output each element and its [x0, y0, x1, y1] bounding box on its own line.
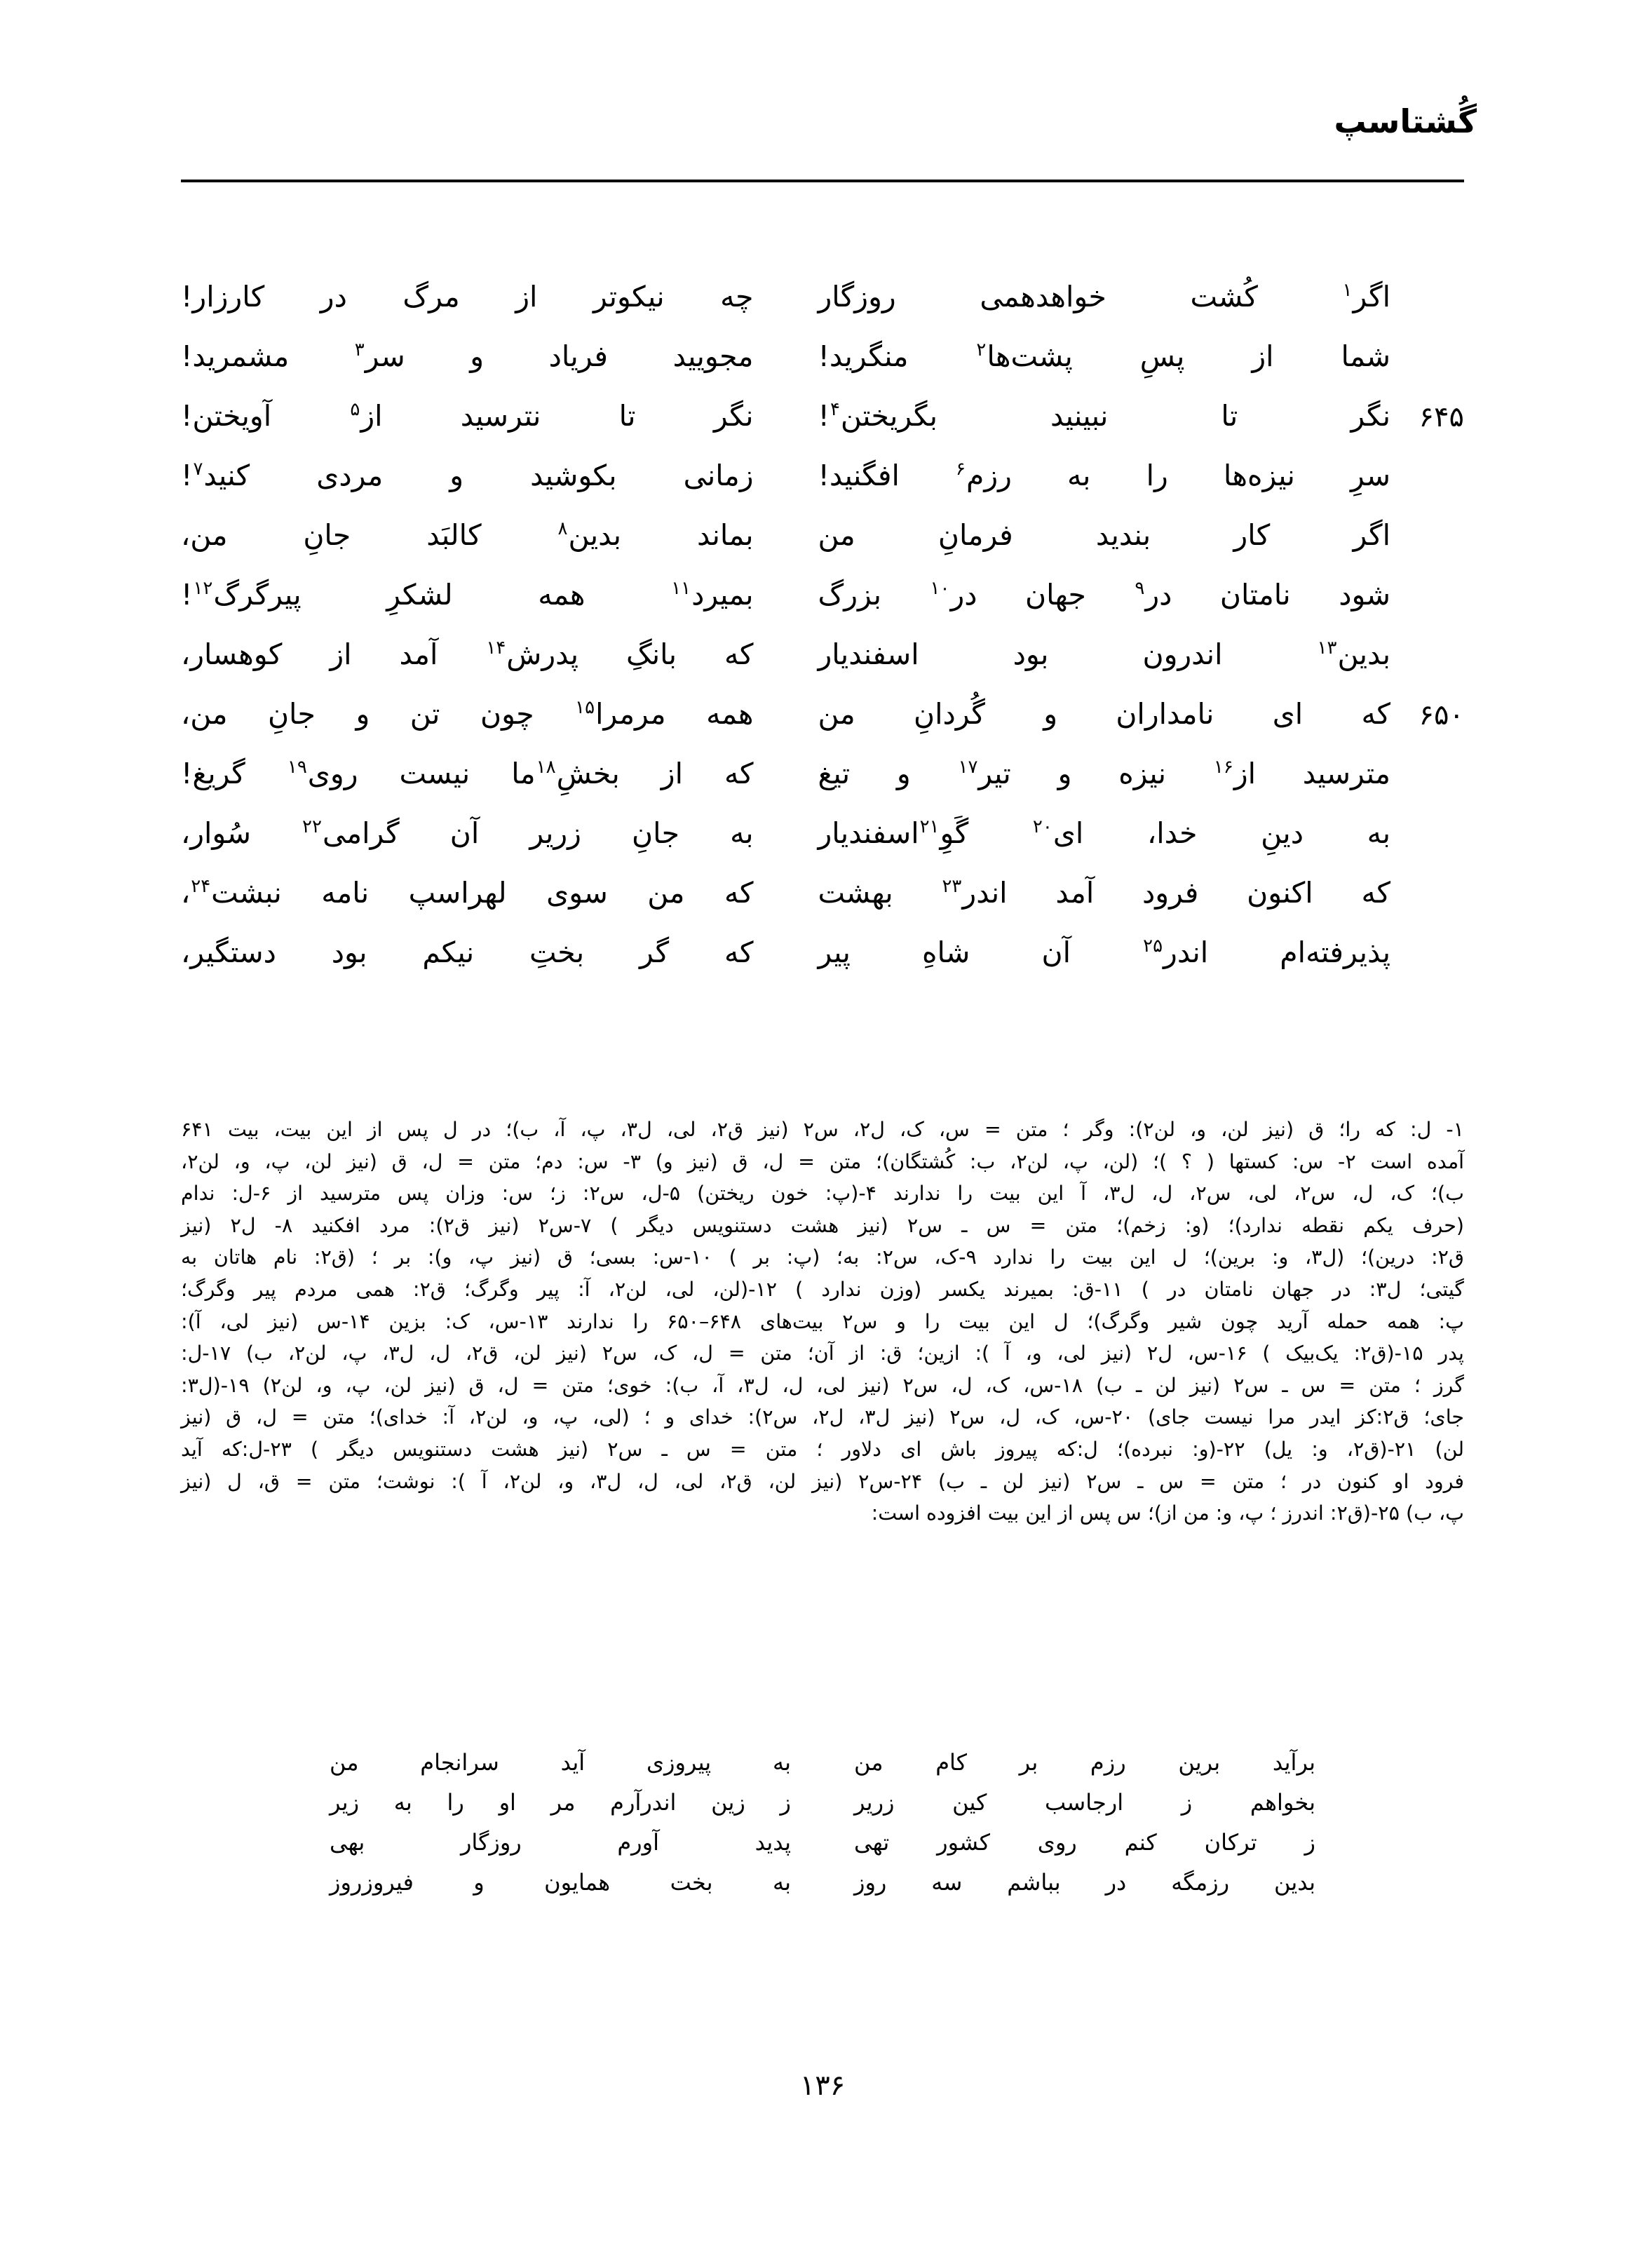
verse-line: [181, 339, 1464, 398]
quoted-hemistich-second: به بخت همایون و فیروزروز: [330, 1869, 791, 1896]
hemistich-first: به دینِ خدا، ای$^{۲۰}$ گَوِ$^{۲۱}$اسفندیار: [818, 816, 1391, 850]
apparatus-line: پدر ۱۵-(ق۲: یک‌بیک ) ۱۶-س، ل۲ (نیز لی، و، آ ): ازین؛ ق: از آن؛ متن = ل، ک، س۲ (نیز لن، ق۲، ل، ل۳، پ، لن۲، ب) ۱۷-ل:: [181, 1342, 1464, 1365]
apparatus-line: لن) ۲۱-(ق۲، و: یل) ۲۲-(و: نبرده)؛ ل:که پیروز باش ای دلاور ؛ متن = س ـ س۲ (نیز هشت دستنویس دیگر ) ۲۳-ل:که آید: [181, 1437, 1465, 1461]
verse-number: [1390, 816, 1464, 820]
apparatus-line: ۱- ل: که را؛ ق (نیز لن، و، لن۲): وگر ؛ متن = س، ک، ل۲، س۲ (نیز ق۲، لی، ل۳، پ، آ، ب)؛ در ل پس از این بیت، بیت ۶۴۱: [181, 1118, 1464, 1141]
footnote-marker: ۲۲: [302, 816, 322, 838]
quoted-verse-block: [330, 1751, 1315, 1911]
footnote-marker: ۱۹: [287, 757, 307, 778]
hemistich-second: بمیرد$^{۱۱}$ همه لشکرِ پیرگرگ$^{۱۲}$!: [181, 578, 754, 612]
hemistich-second: به جانِ زریر آن گرامی$^{۲۲}$ سُوار،: [181, 816, 754, 850]
running-head-container: [168, 102, 1477, 140]
footnote-marker: ۵: [350, 399, 360, 421]
hemistich-second: که من سوی لهراسپ نامه نبشت$^{۲۴}$،: [181, 876, 754, 910]
footnote-marker: ۴: [830, 399, 840, 421]
hemistich-second: که گر بختِ نیکم بود دستگیر،: [181, 936, 754, 969]
footnote-marker: ۱۳: [1317, 637, 1337, 659]
verse-number: ۶۴۵: [1419, 401, 1464, 433]
verse-line: [181, 279, 1464, 339]
verse-line: [181, 875, 1464, 935]
footnote-marker: ۳: [354, 339, 365, 361]
hemistich-second: زمانی بکوشید و مردی کنید$^۷$!: [181, 459, 754, 492]
footnote-marker: ۱۸: [536, 757, 556, 778]
apparatus-line: پ: همه حمله آرید چون شیر وگرگ)؛ ل این بیت را و س۲ بیت‌های ۶۴۸–۶۵۰ را ندارند ۱۳-س، ک: بزین ۱۴-س (نیز لی، آ):: [181, 1309, 1464, 1333]
footnote-marker: ۱۱: [671, 578, 691, 600]
verse-number: ۶۵۰: [1419, 699, 1464, 731]
hemistich-second: بماند بدین$^۸$ کالبَد جانِ من،: [181, 518, 754, 552]
hemistich-second: مجویید فریاد و سر$^۳$ مشمرید!: [181, 339, 754, 373]
verse-line: [181, 756, 1464, 816]
verse-line: [181, 696, 1464, 756]
verse-line: [181, 518, 1464, 577]
verse-block: [181, 279, 1464, 994]
hemistich-first: شود نامتان در$^۹$ جهان در$^{۱۰}$ بزرگ: [818, 578, 1390, 612]
verse-line: [181, 816, 1464, 875]
quoted-verse-line: [330, 1871, 1315, 1911]
apparatus-line: ب)؛ ک، ل، س۲، لی، س۲، ل، ل۳، آ این بیت را ندارند ۴-(پ: خون ریختن) ۵-ل، س۲: ز؛ س: وزان پس مترسید از ۶-ل: ندام: [181, 1182, 1464, 1206]
hemistich-first: که اکنون فرود آمد اندر$^{۲۳}$ بهشت: [818, 876, 1390, 910]
footnote-marker: ۶: [955, 459, 966, 480]
footnote-marker: ۸: [557, 518, 568, 540]
verse-number: [1390, 756, 1464, 760]
verse-number: [1390, 577, 1464, 581]
footnote-marker: ۱۴: [486, 637, 506, 659]
quoted-verse-line: [330, 1831, 1315, 1871]
apparatus-line: گیتی؛ ل۳: در جهان نامتان در ) ۱۱-ق: بمیرند یکسر (وزن ندارد ) ۱۲-(لن، لی، لن۲، آ: پیر وگرگ؛ ق۲: همی مردم پیر وگرگ؛: [181, 1277, 1464, 1301]
verse-line: [181, 458, 1464, 518]
page-number: ۱۳۶: [799, 2070, 846, 2102]
quoted-verse-line: [330, 1751, 1315, 1791]
critical-apparatus: [181, 1114, 1464, 1530]
quoted-hemistich-first: بخواهم ز ارجاسب کین زریر: [854, 1789, 1315, 1816]
quoted-hemistich-first: ز ترکان کنم روی کشور تهی: [854, 1829, 1315, 1856]
hemistich-first: سرِ نیزه‌ها را به رزم$^۶$ افگنید!: [818, 459, 1390, 492]
apparatus-line: ق۲: درین)؛ (ل۳، و: برین)؛ ل این بیت را ندارد ۹-ک، س۲: به؛ (پ: بر ) ۱۰-س: بسی؛ ق (نیز پ، و): بر ؛ (ق۲: نام هاتان به: [181, 1246, 1465, 1269]
footnote-marker: ۲: [976, 339, 987, 361]
footnote-marker: ۲۱: [919, 816, 940, 838]
footnote-marker: ۱۵: [575, 697, 595, 719]
hemistich-first: اگر$^۱$ کُشت خواهدهمی روزگار: [818, 280, 1390, 313]
footnote-marker: ۱۶: [1213, 757, 1233, 778]
quoted-hemistich-second: ز زین اندرآرم مر او را به زیر: [330, 1789, 791, 1816]
header-rule: [181, 180, 1464, 182]
apparatus-line: پ، ب) ۲۵-(ق۲: اندرز ؛ پ، و: من از)؛ س پس از این بیت افزوده است:: [871, 1501, 1464, 1525]
hemistich-first: که ای نامداران و گُردانِ من: [818, 697, 1390, 731]
quoted-hemistich-first: برآید برین رزم بر کام من: [854, 1749, 1315, 1776]
verse-number: [1390, 518, 1464, 522]
quoted-verse-line: [330, 1791, 1315, 1831]
hemistich-second: که بانگِ پدرش$^{۱۴}$ آمد از کوهسار،: [181, 637, 754, 671]
verse-line: [181, 935, 1464, 994]
hemistich-first: نگر تا نبینید بگریختن$^۴$!: [818, 399, 1390, 433]
footnote-marker: ۹: [1135, 578, 1145, 600]
verse-line: [181, 577, 1464, 637]
apparatus-line: فرود او کنون در ؛ متن = س ـ س۲ (نیز لن ـ ب) ۲۴-س۲ (نیز لن، ق۲، لی، ل، ل۳، و، لن۲، آ ): نوشت؛ متن = ق، ل (نیز: [181, 1469, 1464, 1493]
verse-number: [1390, 875, 1464, 879]
hemistich-first: شما از پسِ پشت‌ها$^۲$ منگرید!: [818, 339, 1390, 373]
footnote-marker: ۲۵: [1143, 936, 1163, 957]
hemistich-second: چه نیکوتر از مرگ در کارزار!: [181, 280, 754, 313]
verse-number: [1390, 339, 1464, 343]
footnote-marker: ۲۰: [1032, 816, 1052, 838]
apparatus-line: (حرف یکم نقطه ندارد)؛ (و: زخم)؛ متن = س ـ س۲ (نیز هشت دستنویس دیگر ) ۷-س۲ (نیز ق۲): مرد افکنید ۸- ل۲ (نیز: [181, 1213, 1465, 1237]
footnote-marker: ۷: [193, 459, 203, 480]
hemistich-second: همه مرمرا$^{۱۵}$ چون تن و جانِ من،: [181, 697, 754, 731]
hemistich-second: که از بخشِ$^{۱۸}$ما نیست روی$^{۱۹}$ گریغ!: [181, 757, 754, 790]
footnote-marker: ۲۴: [191, 876, 211, 898]
apparatus-line: آمده است ۲- س: کستها ( ؟ )؛ (لن، پ، لن۲، ب: کُشتگان)؛ متن = ل، ق (نیز و) ۳- س: دم؛ متن = ل، ق (نیز لن، پ، و، لن۲،: [181, 1149, 1464, 1173]
hemistich-second: نگر تا نترسید از$^۵$ آویختن!: [181, 399, 754, 433]
footnote-marker: ۱۷: [958, 757, 978, 778]
verse-number: [1390, 637, 1464, 641]
hemistich-first: اگر کار بندید فرمانِ من: [818, 518, 1390, 552]
verse-number: [1390, 458, 1464, 462]
running-head: گُشتاسپ: [1334, 102, 1477, 140]
hemistich-first: بدین$^{۱۳}$ اندرون بود اسفندیار: [818, 637, 1390, 671]
quoted-hemistich-second: به پیروزی آید سرانجام من: [330, 1749, 791, 1776]
verse-number: [1390, 279, 1464, 283]
verse-number: [1390, 935, 1464, 939]
footnote-marker: ۱۲: [193, 578, 213, 600]
verse-line: [181, 637, 1464, 696]
footnote-marker: ۱: [1342, 280, 1353, 302]
quoted-hemistich-second: پدید آورم روزگار بهی: [330, 1829, 791, 1856]
verse-line: [181, 398, 1464, 458]
quoted-hemistich-first: بدین رزمگه در بباشم سه روز: [854, 1869, 1315, 1896]
apparatus-line: جای؛ ق۲:کز ایدر مرا نیست جای) ۲۰-س، ک، ل، س۲ (نیز ل۳، ل۲، س۲): خدای و ؛ (لی، پ، و، لن۲، آ: خدای)؛ متن = ل، ق (نیز: [181, 1405, 1465, 1429]
hemistich-first: مترسید از$^{۱۶}$ نیزه و تیر$^{۱۷}$ و تیغ: [818, 757, 1390, 790]
footnote-marker: ۲۳: [942, 876, 962, 898]
hemistich-first: پذیرفته‌ام اندر$^{۲۵}$ آن شاهِ پیر: [818, 936, 1390, 969]
footnote-marker: ۱۰: [930, 578, 950, 600]
apparatus-line: گرز ؛ متن = س ـ س۲ (نیز لن ـ ب) ۱۸-س، ک، ل، س۲ (نیز لی، ل، ل۳، آ، ب): خوی؛ متن = ل، ق (نیز لن، پ، و، لن۲) ۱۹-(ل۳:: [181, 1373, 1464, 1397]
